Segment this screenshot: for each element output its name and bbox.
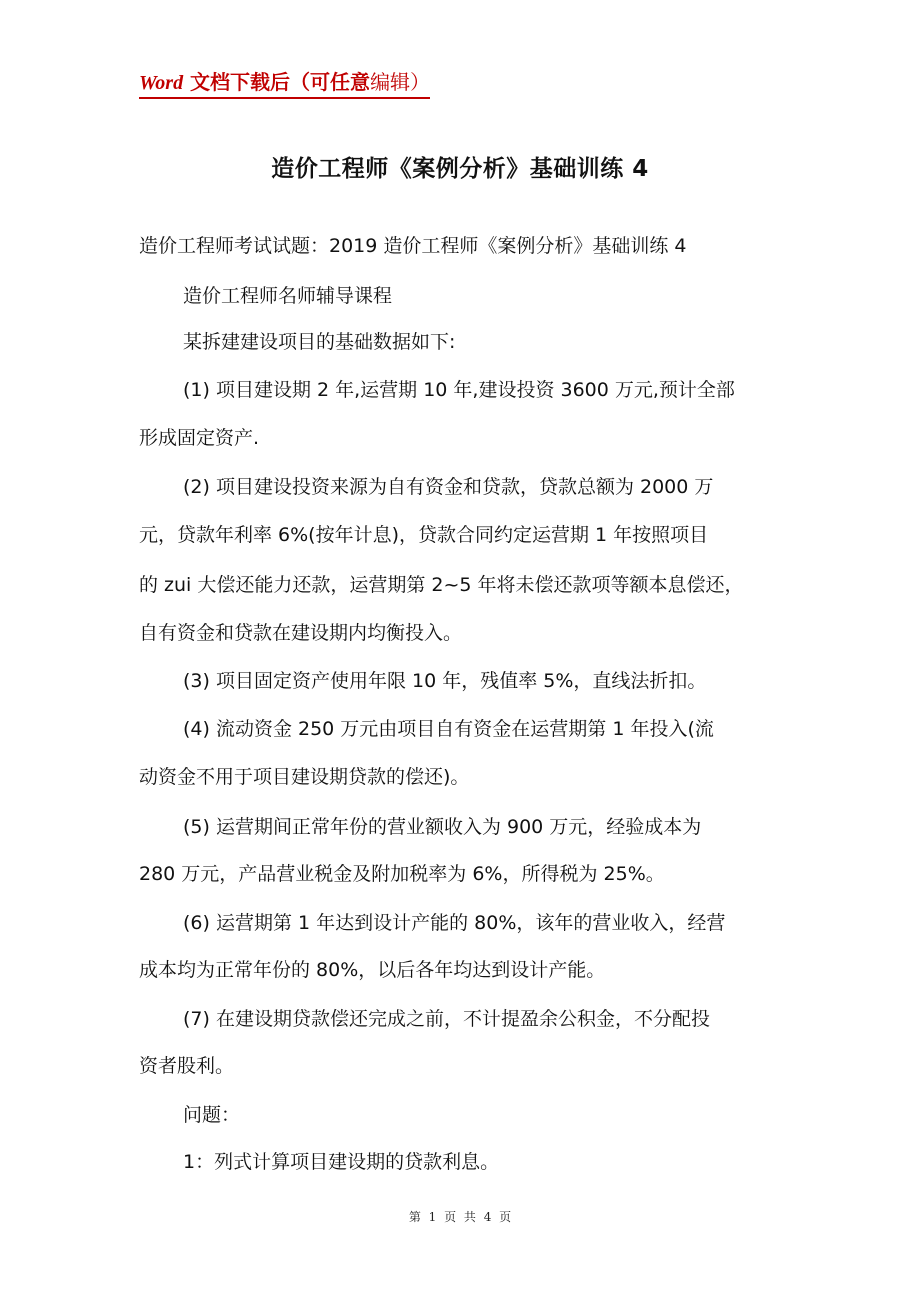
paragraph-item-2-line-4: 自有资金和贷款在建设期内均衡投入。 xyxy=(139,622,463,644)
document-header-banner xyxy=(139,66,430,99)
header-brand: Word xyxy=(139,72,184,94)
paragraph-item-7-line-1: (7) 在建设期贷款偿还完成之前，不计提盈余公积金，不分配投 xyxy=(183,1008,710,1030)
paragraph-item-6-line-2: 成本均为正常年份的 80%，以后各年均达到设计产能。 xyxy=(139,959,606,981)
paragraph-item-3: (3) 项目固定资产使用年限 10 年，残值率 5%，直线法折扣。 xyxy=(183,670,707,692)
paragraph-item-4-line-1: (4) 流动资金 250 万元由项目自有资金在运营期第 1 年投入(流 xyxy=(183,718,714,740)
header-tail: 编辑） xyxy=(370,70,431,94)
paragraph-item-6-line-1: (6) 运营期第 1 年达到设计产能的 80%，该年的营业收入，经营 xyxy=(183,912,726,934)
paragraph-item-7-line-2: 资者股利。 xyxy=(139,1055,235,1077)
header-text: 文档下载后（可任意 xyxy=(183,70,371,94)
paragraph-item-2-line-3: 的 zui 大偿还能力还款，运营期第 2~5 年将未偿还款项等额本息偿还， xyxy=(139,574,744,596)
paragraph-intro: 造价工程师考试试题：2019 造价工程师《案例分析》基础训练 4 xyxy=(139,235,687,257)
paragraph-question-1: 1：列式计算项目建设期的贷款利息。 xyxy=(183,1151,500,1173)
paragraph-item-4-line-2: 动资金不用于项目建设期贷款的偿还)。 xyxy=(139,766,470,788)
page-number-footer: 第 1 页 共 4 页 xyxy=(408,1210,512,1224)
paragraph-questions-heading: 问题： xyxy=(183,1104,241,1126)
paragraph-item-1-line-2: 形成固定资产. xyxy=(139,427,260,449)
document-title: 造价工程师《案例分析》基础训练 4 xyxy=(271,156,649,182)
paragraph-item-5-line-2: 280 万元，产品营业税金及附加税率为 6%，所得税为 25%。 xyxy=(139,863,665,885)
paragraph-course: 造价工程师名师辅导课程 xyxy=(183,285,393,307)
paragraph-data-heading: 某拆建建设项目的基础数据如下: xyxy=(183,331,456,353)
paragraph-item-2-line-1: (2) 项目建设投资来源为自有资金和贷款，贷款总额为 2000 万 xyxy=(183,476,714,498)
paragraph-item-5-line-1: (5) 运营期间正常年份的营业额收入为 900 万元，经验成本为 xyxy=(183,816,702,838)
paragraph-item-2-line-2: 元，贷款年利率 6%(按年计息)，贷款合同约定运营期 1 年按照项目 xyxy=(139,524,709,546)
paragraph-item-1-line-1: (1) 项目建设期 2 年,运营期 10 年,建设投资 3600 万元,预计全部 xyxy=(183,379,735,401)
